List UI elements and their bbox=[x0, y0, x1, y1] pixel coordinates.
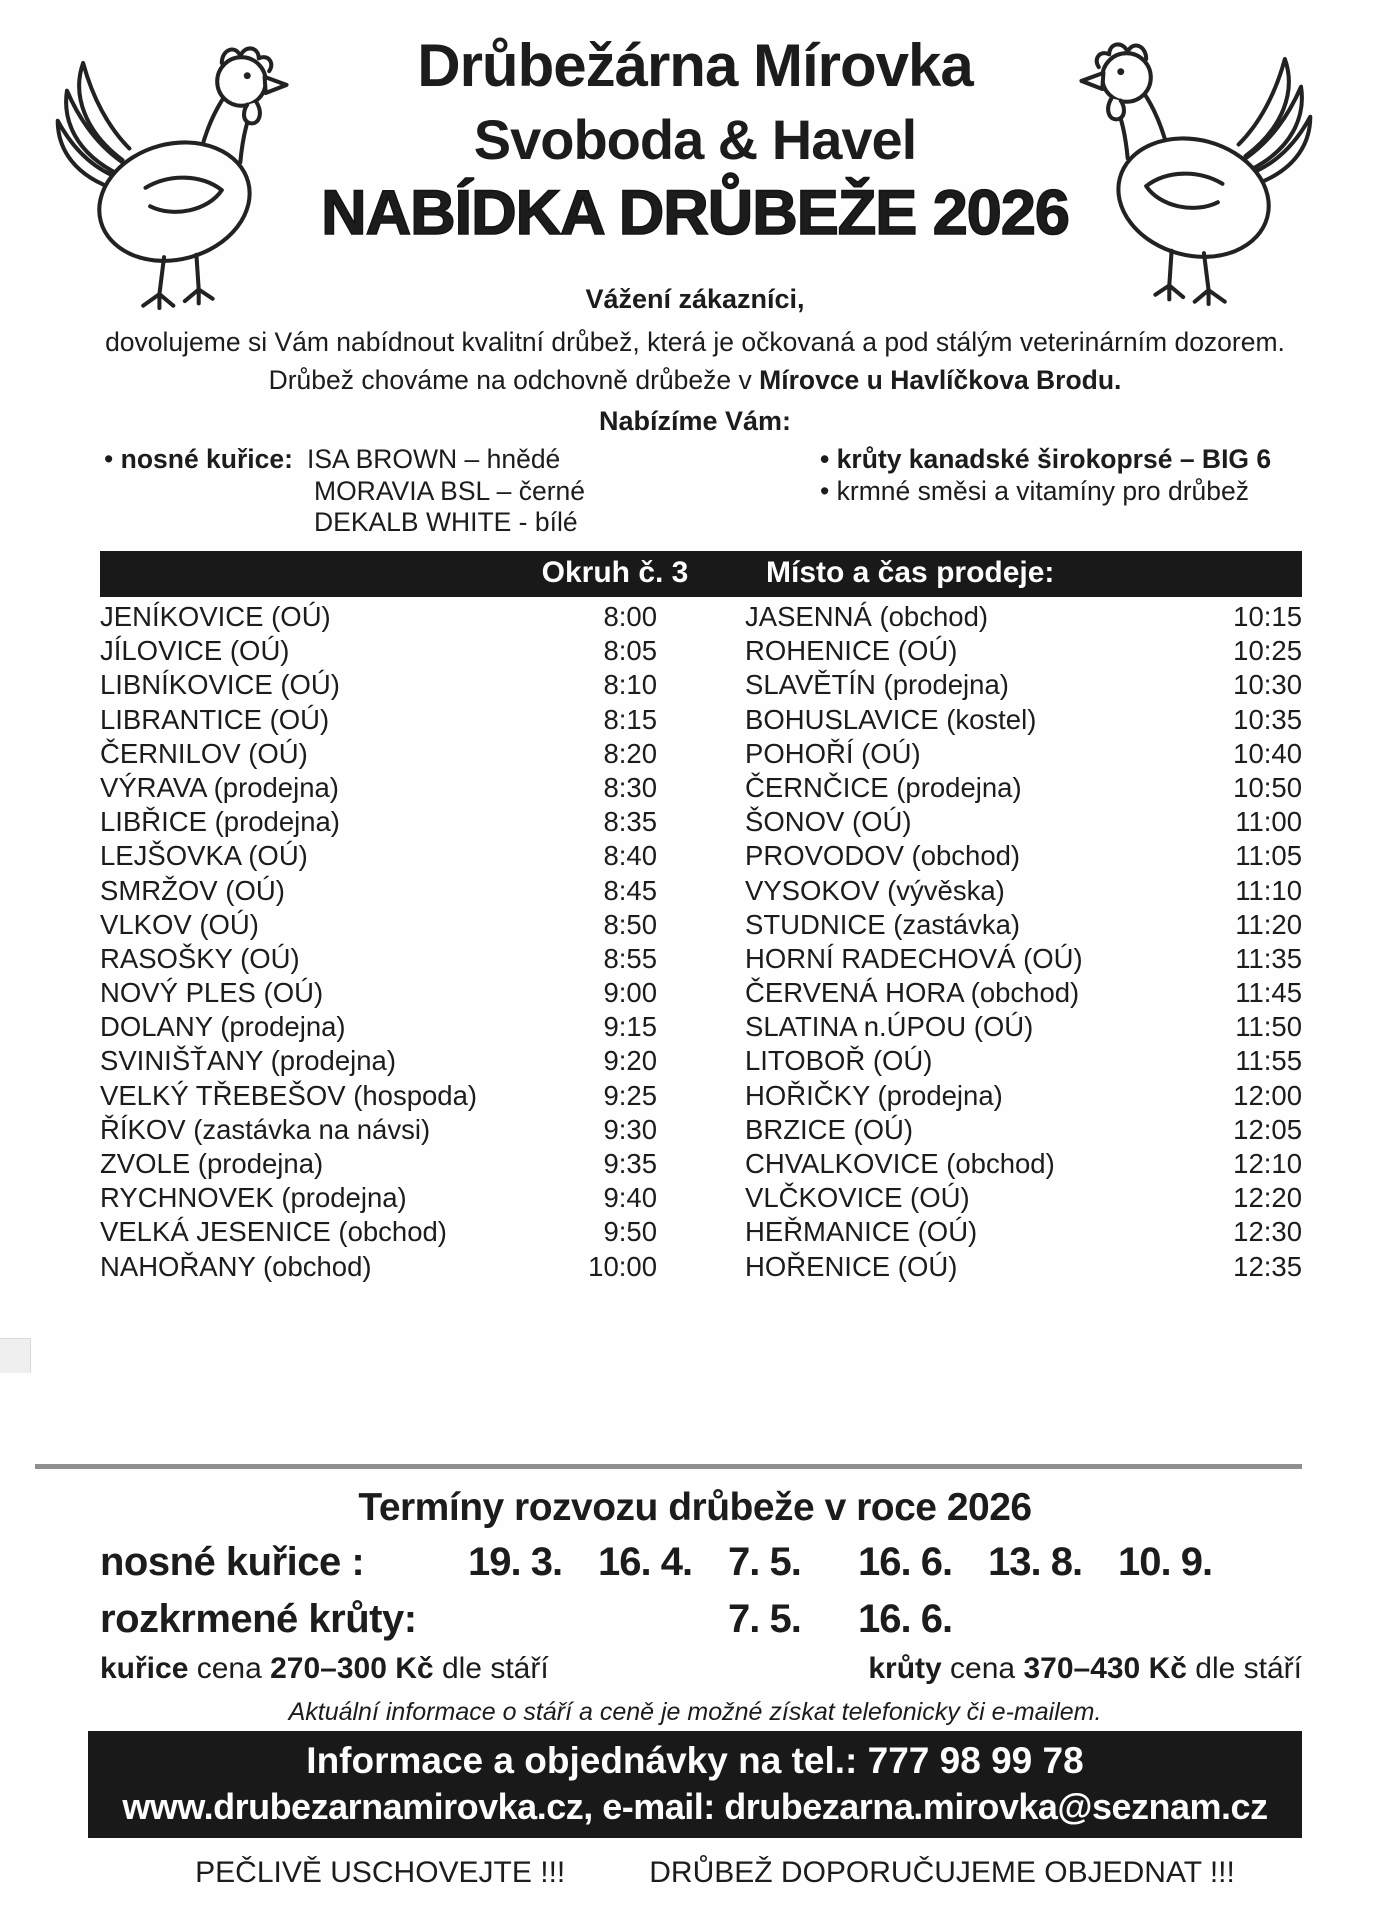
schedule-row bbox=[100, 806, 657, 840]
price-note: Aktuální informace o stáří a ceně je možné získat telefonicky či e-mailem. bbox=[288, 1698, 1102, 1726]
place-name: LITOBOŘ (OÚ) bbox=[745, 1045, 933, 1077]
contact-bar bbox=[88, 1731, 1302, 1838]
delivery-row-label: nosné kuřice : bbox=[100, 1540, 365, 1584]
hen-breed-3: DEKALB WHITE - bílé bbox=[314, 507, 578, 537]
schedule-row bbox=[100, 943, 657, 977]
schedule-row bbox=[100, 1182, 657, 1216]
delivery-date: 16. 4. bbox=[598, 1540, 693, 1584]
price-turkeys bbox=[868, 1652, 1302, 1686]
schedule-row bbox=[745, 1080, 1302, 1114]
sale-time: 9:35 bbox=[603, 1148, 657, 1179]
phone-line: Informace a objednávky na tel.: 777 98 99 78 bbox=[306, 1740, 1084, 1781]
place-name: ŠONOV (OÚ) bbox=[745, 806, 912, 838]
sale-time: 8:40 bbox=[603, 840, 657, 872]
bottom-notices bbox=[88, 1856, 1302, 1890]
price-hens-suffix: dle stáří bbox=[433, 1652, 549, 1685]
sale-time: 11:35 bbox=[1235, 942, 1302, 974]
salutation: Vážení zákazníci, bbox=[585, 284, 805, 314]
schedule-column-left bbox=[100, 601, 657, 1285]
delivery-date: 10. 9. bbox=[1118, 1540, 1213, 1584]
sale-time: 9:00 bbox=[603, 977, 657, 1009]
sale-time: 9:15 bbox=[603, 1011, 657, 1043]
sale-time: 12:00 bbox=[1233, 1079, 1302, 1111]
place-name: ČERNILOV (OÚ) bbox=[100, 737, 308, 769]
offer-list-turkeys bbox=[820, 444, 1271, 507]
place-name: ZVOLE (prodejna) bbox=[100, 1148, 324, 1179]
sale-time: 12:05 bbox=[1233, 1113, 1302, 1145]
place-name: VLKOV (OÚ) bbox=[100, 908, 259, 940]
price-hens-amount: 270–300 Kč bbox=[270, 1652, 434, 1685]
price-turkeys-word: krůty bbox=[868, 1652, 942, 1685]
schedule-row bbox=[100, 601, 657, 635]
sale-time: 8:45 bbox=[603, 874, 657, 906]
place-name: PROVODOV (obchod) bbox=[745, 840, 1021, 872]
sale-time: 9:30 bbox=[603, 1113, 657, 1145]
place-name: LIBŘICE (prodejna) bbox=[100, 806, 340, 838]
schedule-header-bar bbox=[100, 551, 1302, 597]
price-line bbox=[100, 1652, 1302, 1686]
schedule-row bbox=[745, 977, 1302, 1011]
sale-time: 11:50 bbox=[1235, 1011, 1302, 1043]
place-name: LIBNÍKOVICE (OÚ) bbox=[100, 669, 340, 701]
price-turkeys-amount: 370–430 Kč bbox=[1023, 1652, 1187, 1685]
place-name: POHOŘÍ (OÚ) bbox=[745, 737, 921, 769]
farm-location: Mírovce u Havlíčkova Brodu. bbox=[759, 365, 1122, 395]
offer-item-turkeys: • krůty kanadské širokoprsé – BIG 6 bbox=[820, 444, 1271, 476]
place-name: HOŘENICE (OÚ) bbox=[745, 1250, 958, 1282]
keep-notice: PEČLIVĚ USCHOVEJTE !!! bbox=[195, 1856, 566, 1889]
sale-time: 8:35 bbox=[603, 806, 657, 838]
offer-item-feed: • krmné směsi a vitamíny pro drůbež bbox=[820, 476, 1271, 508]
place-name: RASOŠKY (OÚ) bbox=[100, 942, 300, 974]
order-notice: DRŮBEŽ DOPORUČUJEME OBJEDNAT !!! bbox=[649, 1856, 1235, 1889]
hen-breed-2: MORAVIA BSL – černé bbox=[314, 475, 586, 506]
sale-time: 8:30 bbox=[603, 771, 657, 803]
schedule-row bbox=[100, 1011, 657, 1045]
schedule-row bbox=[745, 1011, 1302, 1045]
price-hens-cena: cena bbox=[188, 1652, 271, 1685]
web-email-line: www.drubezarnamirovka.cz, e-mail: drubezarna.mirovka@seznam.cz bbox=[122, 1786, 1268, 1827]
schedule-row bbox=[745, 909, 1302, 943]
delivery-date: 19. 3. bbox=[468, 1540, 563, 1584]
page-title: NABÍDKA DRŮBEŽE 2026 bbox=[321, 178, 1069, 248]
horizontal-divider bbox=[35, 1464, 1302, 1469]
schedule-row bbox=[745, 772, 1302, 806]
sale-time: 8:05 bbox=[603, 635, 657, 667]
delivery-date: 7. 5. bbox=[728, 1597, 801, 1641]
schedule-row bbox=[100, 1045, 657, 1079]
place-name: BOHUSLAVICE (kostel) bbox=[745, 703, 1037, 735]
delivery-row-label: rozkrmené krůty: bbox=[100, 1597, 417, 1641]
sale-time: 9:20 bbox=[603, 1045, 657, 1077]
place-name: ROHENICE (OÚ) bbox=[745, 635, 958, 667]
schedule-row bbox=[745, 943, 1302, 977]
schedule-row bbox=[100, 977, 657, 1011]
place-name: ČERNČICE (prodejna) bbox=[745, 771, 1022, 803]
place-name: JASENNÁ (obchod) bbox=[745, 601, 989, 632]
schedule-row bbox=[745, 1114, 1302, 1148]
delivery-terms-heading: Termíny rozvozu drůbeže v roce 2026 bbox=[358, 1486, 1032, 1529]
intro-line-2 bbox=[88, 365, 1302, 396]
company-name: Drůbežárna Mírovka bbox=[417, 32, 973, 99]
price-hens bbox=[100, 1652, 549, 1686]
place-time-label: Místo a čas prodeje: bbox=[766, 556, 1055, 589]
offer-item-hens bbox=[104, 444, 585, 476]
hen-breed-1: ISA BROWN – hnědé bbox=[306, 444, 561, 474]
offer-list-hens bbox=[104, 444, 585, 539]
schedule-row bbox=[745, 1182, 1302, 1216]
place-name: STUDNICE (zastávka) bbox=[745, 908, 1021, 940]
intro-line-1: dovolujeme si Vám nabídnout kvalitní drůbež, která je očkovaná a pod stálým veterinárním dozorem. bbox=[105, 327, 1285, 357]
sale-time: 12:10 bbox=[1233, 1148, 1302, 1179]
delivery-date: 16. 6. bbox=[858, 1540, 953, 1584]
place-name: RYCHNOVEK (prodejna) bbox=[100, 1182, 407, 1214]
place-name: NAHOŘANY (obchod) bbox=[100, 1250, 372, 1282]
place-name: JÍLOVICE (OÚ) bbox=[100, 635, 290, 667]
route-number-label: Okruh č. 3 bbox=[541, 556, 689, 589]
place-name: CHVALKOVICE (obchod) bbox=[745, 1148, 1055, 1179]
place-name: ŘÍKOV (zastávka na návsi) bbox=[100, 1113, 431, 1145]
place-name: SLATINA n.ÚPOU (OÚ) bbox=[745, 1011, 1034, 1043]
place-name: VÝRAVA (prodejna) bbox=[100, 771, 339, 803]
place-name: HEŘMANICE (OÚ) bbox=[745, 1216, 978, 1248]
sale-time: 12:20 bbox=[1233, 1182, 1302, 1214]
sale-time: 10:35 bbox=[1233, 703, 1302, 735]
sale-time: 10:40 bbox=[1233, 737, 1302, 769]
schedule-column-right bbox=[745, 601, 1302, 1285]
place-name: VYSOKOV (vývěska) bbox=[745, 874, 1005, 906]
schedule-row bbox=[745, 738, 1302, 772]
sale-time: 8:00 bbox=[603, 601, 657, 632]
intro-line-2-text: Drůbež chováme na odchovně drůbeže v bbox=[268, 365, 760, 395]
schedule-row bbox=[100, 875, 657, 909]
sale-time: 9:40 bbox=[603, 1182, 657, 1214]
sale-time: 8:15 bbox=[603, 703, 657, 735]
sale-time: 11:05 bbox=[1235, 840, 1302, 872]
schedule-row bbox=[100, 1080, 657, 1114]
delivery-terms-rows bbox=[100, 1540, 1310, 1654]
schedule-row bbox=[745, 1216, 1302, 1250]
sale-time: 8:20 bbox=[603, 737, 657, 769]
sale-time: 11:55 bbox=[1235, 1045, 1302, 1077]
delivery-date: 7. 5. bbox=[728, 1540, 801, 1584]
sale-time: 11:00 bbox=[1235, 806, 1302, 838]
sale-time: 11:20 bbox=[1235, 908, 1302, 940]
header-titles bbox=[88, 32, 1302, 248]
place-name: DOLANY (prodejna) bbox=[100, 1011, 346, 1043]
sale-time: 10:00 bbox=[588, 1250, 657, 1282]
schedule-row bbox=[745, 840, 1302, 874]
place-name: LEJŠOVKA (OÚ) bbox=[100, 840, 308, 872]
sale-time: 10:15 bbox=[1233, 601, 1302, 632]
schedule-row bbox=[100, 840, 657, 874]
schedule-row bbox=[100, 909, 657, 943]
sale-time: 8:50 bbox=[603, 908, 657, 940]
schedule-table bbox=[100, 601, 1302, 1285]
schedule-row bbox=[745, 875, 1302, 909]
sale-time: 9:25 bbox=[603, 1079, 657, 1111]
schedule-row bbox=[100, 772, 657, 806]
delivery-row bbox=[100, 1540, 1310, 1597]
sale-time: 9:50 bbox=[603, 1216, 657, 1248]
delivery-row bbox=[100, 1597, 1310, 1654]
schedule-row bbox=[745, 635, 1302, 669]
sale-time: 10:25 bbox=[1233, 635, 1302, 667]
schedule-row bbox=[100, 1251, 657, 1285]
schedule-row bbox=[745, 1251, 1302, 1285]
place-name: ČERVENÁ HORA (obchod) bbox=[745, 977, 1080, 1009]
offer-hens-label: nosné kuřice: bbox=[120, 444, 293, 474]
place-name: VELKÝ TŘEBEŠOV (hospoda) bbox=[100, 1079, 478, 1111]
schedule-row bbox=[745, 1045, 1302, 1079]
schedule-row bbox=[100, 669, 657, 703]
place-name: SMRŽOV (OÚ) bbox=[100, 874, 285, 906]
sale-time: 11:10 bbox=[1235, 874, 1302, 906]
schedule-row bbox=[745, 669, 1302, 703]
delivery-date: 16. 6. bbox=[858, 1597, 953, 1641]
schedule-row bbox=[100, 1114, 657, 1148]
schedule-row bbox=[745, 601, 1302, 635]
sale-time: 12:35 bbox=[1233, 1250, 1302, 1282]
owners-name: Svoboda & Havel bbox=[473, 108, 917, 171]
place-name: SVINIŠŤANY (prodejna) bbox=[100, 1045, 397, 1077]
price-turkeys-suffix: dle stáří bbox=[1186, 1652, 1302, 1685]
schedule-row bbox=[100, 738, 657, 772]
sale-time: 11:45 bbox=[1235, 977, 1302, 1009]
sale-time: 10:30 bbox=[1233, 669, 1302, 701]
place-name: HOŘIČKY (prodejna) bbox=[745, 1079, 1003, 1111]
delivery-date: 13. 8. bbox=[988, 1540, 1083, 1584]
schedule-row bbox=[100, 1148, 657, 1182]
sale-time: 10:50 bbox=[1233, 771, 1302, 803]
place-name: SLAVĚTÍN (prodejna) bbox=[745, 669, 1009, 701]
place-name: LIBRANTICE (OÚ) bbox=[100, 703, 330, 735]
price-turkeys-cena: cena bbox=[941, 1652, 1024, 1685]
schedule-row bbox=[100, 635, 657, 669]
place-name: HORNÍ RADECHOVÁ (OÚ) bbox=[745, 942, 1083, 974]
place-name: VELKÁ JESENICE (obchod) bbox=[100, 1216, 447, 1248]
price-hens-word: kuřice bbox=[100, 1652, 189, 1685]
sale-time: 8:55 bbox=[603, 942, 657, 974]
scan-artifact bbox=[0, 1338, 31, 1373]
schedule-row bbox=[745, 806, 1302, 840]
place-name: JENÍKOVICE (OÚ) bbox=[100, 601, 331, 632]
place-name: NOVÝ PLES (OÚ) bbox=[100, 977, 324, 1009]
sale-time: 12:30 bbox=[1233, 1216, 1302, 1248]
intro-block bbox=[88, 284, 1302, 396]
schedule-row bbox=[100, 704, 657, 738]
offer-heading: Nabízíme Vám: bbox=[598, 406, 792, 436]
sale-time: 8:10 bbox=[603, 669, 657, 701]
place-name: VLČKOVICE (OÚ) bbox=[745, 1182, 970, 1214]
schedule-row bbox=[100, 1216, 657, 1250]
place-name: BRZICE (OÚ) bbox=[745, 1113, 914, 1145]
schedule-row bbox=[745, 1148, 1302, 1182]
schedule-row bbox=[745, 704, 1302, 738]
